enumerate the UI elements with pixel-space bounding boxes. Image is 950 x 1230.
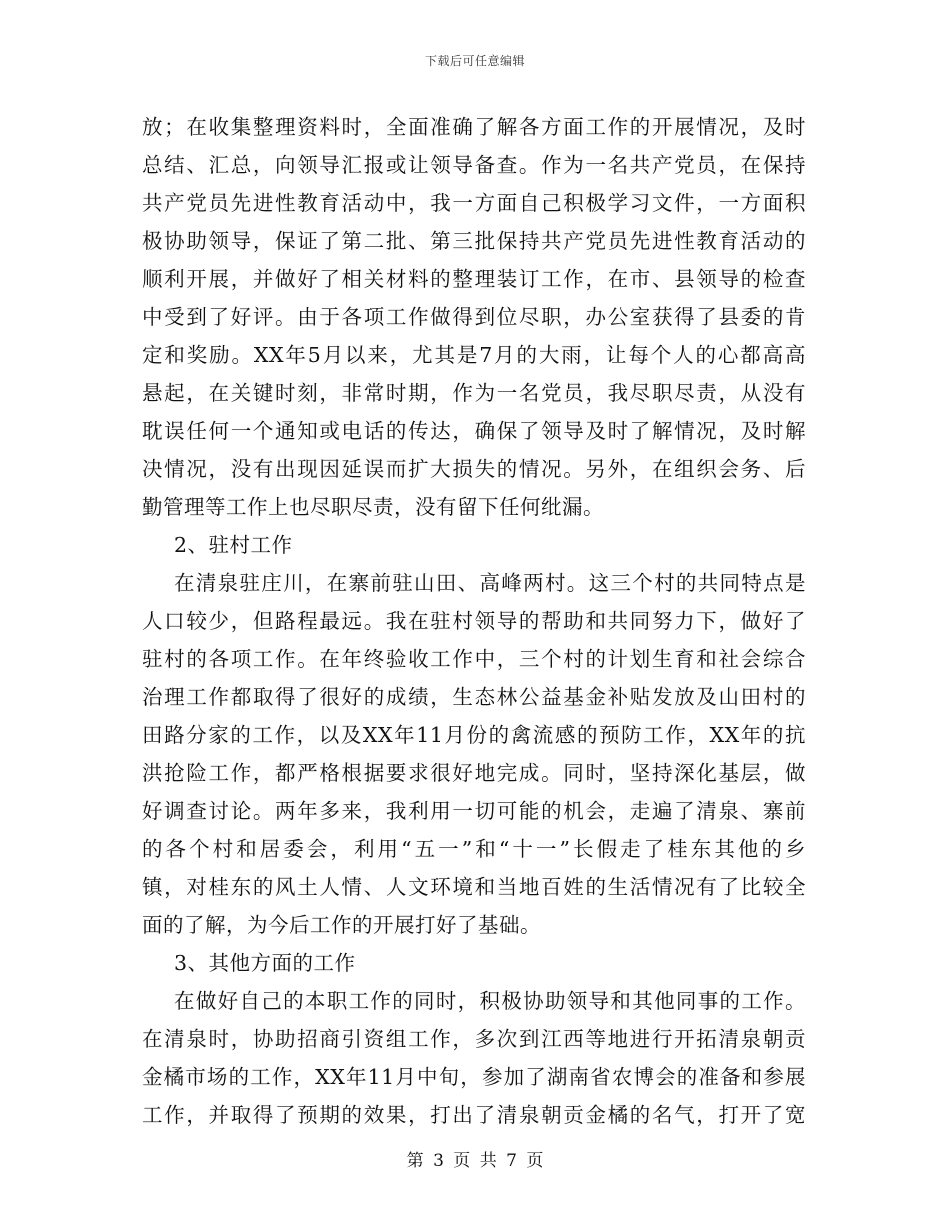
- text-line: 治理工作都取得了很好的成绩，生态林公益基金补贴发放及山田村的: [142, 685, 806, 709]
- text-line: 洪抢险工作，都严格根据要求很好地完成。同时，坚持深化基层，做: [142, 761, 806, 785]
- text-line: 勤管理等工作上也尽职尽责，没有留下任何纰漏。: [142, 495, 604, 519]
- text-line: 驻村的各项工作。在年终验收工作中，三个村的计划生育和社会综合: [142, 647, 806, 671]
- text-line: 定和奖励。XX年5月以来，尤其是7月的大雨，让每个人的心都高高: [142, 343, 806, 367]
- text-line: 面的了解，为今后工作的开展打好了基础。: [142, 913, 541, 937]
- text-line: 耽误任何一个通知或电话的传达，确保了领导及时了解情况，及时解: [142, 419, 806, 443]
- text-line: 顺利开展，并做好了相关材料的整理装订工作，在市、县领导的检查: [142, 267, 806, 291]
- text-line: 人口较少，但路程最远。我在驻村领导的帮助和共同努力下，做好了: [142, 609, 806, 633]
- text-line: 决情况，没有出现因延误而扩大损失的情况。另外，在组织会务、后: [142, 457, 806, 481]
- page-number-footer: 第 3 页 共 7 页: [406, 1151, 544, 1171]
- text-line: 金橘市场的工作，XX年11月中旬，参加了湖南省农博会的准备和参展: [142, 1065, 806, 1089]
- page-header: 下载后可任意编辑: [424, 54, 525, 68]
- text-line: 镇，对桂东的风土人情、人文环境和当地百姓的生活情况有了比较全: [142, 875, 806, 899]
- text-line: 在清泉时，协助招商引资组工作，多次到江西等地进行开拓清泉朝贡: [142, 1027, 806, 1051]
- document-body: [142, 108, 806, 1134]
- section-heading: 3、其他方面的工作: [174, 951, 356, 975]
- text-line: 放；在收集整理资料时，全面准确了解各方面工作的开展情况，及时: [142, 115, 806, 139]
- text-line: 的各个村和居委会，利用“五一”和“十一”长假走了桂东其他的乡: [142, 837, 806, 861]
- text-line: 共产党员先进性教育活动中，我一方面自己积极学习文件，一方面积: [142, 191, 806, 215]
- text-line: 田路分家的工作，以及XX年11月份的禽流感的预防工作，XX年的抗: [142, 723, 806, 747]
- text-line: 工作，并取得了预期的效果，打出了清泉朝贡金橘的名气，打开了宽: [142, 1103, 806, 1127]
- text-line: 悬起，在关键时刻，非常时期，作为一名党员，我尽职尽责，从没有: [142, 381, 806, 405]
- text-line: 中受到了好评。由于各项工作做得到位尽职，办公室获得了县委的肯: [142, 305, 806, 329]
- text-line: 好调查讨论。两年多来，我利用一切可能的机会，走遍了清泉、寨前: [142, 799, 806, 823]
- text-line: 总结、汇总，向领导汇报或让领导备查。作为一名共产党员，在保持: [142, 153, 806, 177]
- text-line: 极协助领导，保证了第二批、第三批保持共产党员先进性教育活动的: [142, 229, 806, 253]
- section-heading: 2、驻村工作: [174, 533, 293, 557]
- text-line: 在清泉驻庄川，在寨前驻山田、高峰两村。这三个村的共同特点是: [174, 571, 806, 595]
- text-line: 在做好自己的本职工作的同时，积极协助领导和其他同事的工作。: [174, 989, 806, 1013]
